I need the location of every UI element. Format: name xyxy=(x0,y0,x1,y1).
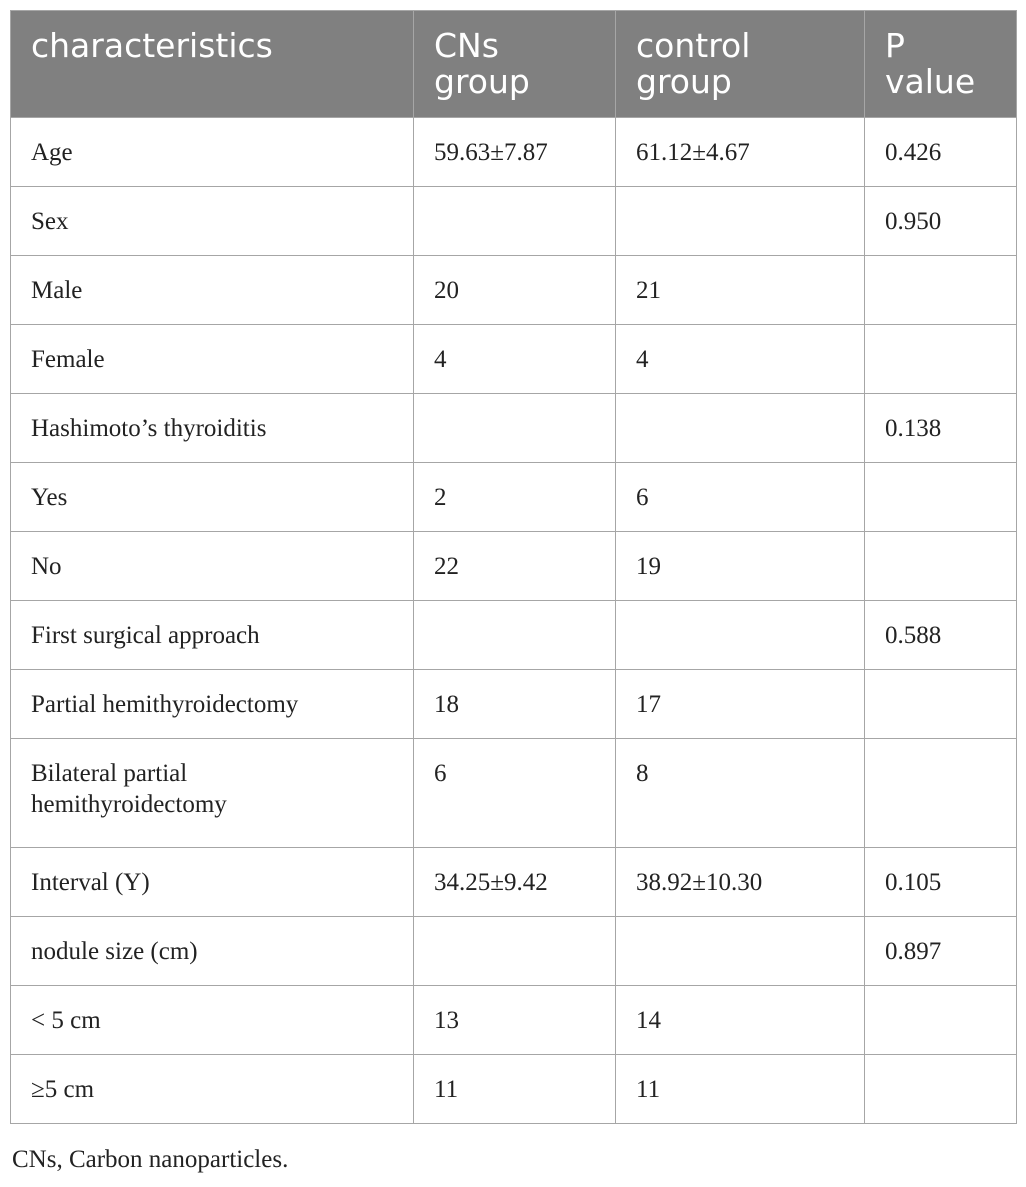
table-row xyxy=(11,1055,1017,1124)
table-row xyxy=(11,394,1017,463)
table-header-row xyxy=(11,11,1017,118)
table-row xyxy=(11,739,1017,848)
cell-p-value xyxy=(865,670,1017,739)
cell-characteristic: Male xyxy=(11,256,414,325)
table-row xyxy=(11,187,1017,256)
cell-p-value: 0.897 xyxy=(865,917,1017,986)
cell-characteristic: Age xyxy=(11,118,414,187)
cell-cns-group: 18 xyxy=(414,670,616,739)
cell-control-group xyxy=(616,601,865,670)
cell-cns-group: 20 xyxy=(414,256,616,325)
cell-cns-group: 2 xyxy=(414,463,616,532)
table-row xyxy=(11,848,1017,917)
cell-control-group: 6 xyxy=(616,463,865,532)
cell-cns-group: 11 xyxy=(414,1055,616,1124)
cell-p-value: 0.588 xyxy=(865,601,1017,670)
cell-control-group: 19 xyxy=(616,532,865,601)
cell-cns-group: 22 xyxy=(414,532,616,601)
cell-control-group: 38.92±10.30 xyxy=(616,848,865,917)
table-row xyxy=(11,601,1017,670)
cell-control-group xyxy=(616,187,865,256)
table-row xyxy=(11,463,1017,532)
cell-cns-group: 59.63±7.87 xyxy=(414,118,616,187)
cell-characteristic: Interval (Y) xyxy=(11,848,414,917)
cell-control-group: 61.12±4.67 xyxy=(616,118,865,187)
cell-p-value xyxy=(865,256,1017,325)
table-footnote: CNs, Carbon nanoparticles. xyxy=(12,1146,289,1173)
cell-p-value: 0.105 xyxy=(865,848,1017,917)
header-characteristics: characteristics xyxy=(11,11,414,118)
cell-characteristic: nodule size (cm) xyxy=(11,917,414,986)
cell-characteristic: First surgical approach xyxy=(11,601,414,670)
cell-characteristic: Female xyxy=(11,325,414,394)
cell-p-value xyxy=(865,986,1017,1055)
table-row xyxy=(11,917,1017,986)
characteristics-table xyxy=(10,10,1017,1124)
cell-characteristic: Hashimoto’s thyroiditis xyxy=(11,394,414,463)
cell-characteristic: Yes xyxy=(11,463,414,532)
header-cns-group: CNs group xyxy=(414,11,616,118)
cell-control-group xyxy=(616,917,865,986)
cell-control-group: 4 xyxy=(616,325,865,394)
cell-p-value: 0.950 xyxy=(865,187,1017,256)
cell-p-value xyxy=(865,532,1017,601)
cell-characteristic: No xyxy=(11,532,414,601)
cell-characteristic: < 5 cm xyxy=(11,986,414,1055)
cell-p-value xyxy=(865,463,1017,532)
characteristics-table-wrapper xyxy=(10,10,1016,1124)
table-row xyxy=(11,532,1017,601)
cell-cns-group: 6 xyxy=(414,739,616,848)
table-row xyxy=(11,670,1017,739)
cell-cns-group xyxy=(414,394,616,463)
cell-p-value xyxy=(865,739,1017,848)
cell-control-group: 8 xyxy=(616,739,865,848)
cell-p-value xyxy=(865,325,1017,394)
header-control-group: control group xyxy=(616,11,865,118)
table-row xyxy=(11,325,1017,394)
cell-characteristic: ≥5 cm xyxy=(11,1055,414,1124)
cell-cns-group xyxy=(414,917,616,986)
cell-characteristic: Sex xyxy=(11,187,414,256)
cell-cns-group: 13 xyxy=(414,986,616,1055)
table-row xyxy=(11,986,1017,1055)
table-row xyxy=(11,256,1017,325)
cell-p-value: 0.426 xyxy=(865,118,1017,187)
cell-control-group xyxy=(616,394,865,463)
cell-cns-group xyxy=(414,601,616,670)
cell-control-group: 11 xyxy=(616,1055,865,1124)
cell-control-group: 17 xyxy=(616,670,865,739)
cell-cns-group: 34.25±9.42 xyxy=(414,848,616,917)
cell-control-group: 14 xyxy=(616,986,865,1055)
cell-characteristic: Bilateral partial hemithyroidectomy xyxy=(11,739,414,848)
table-row xyxy=(11,118,1017,187)
cell-cns-group: 4 xyxy=(414,325,616,394)
header-p-value: P value xyxy=(865,11,1017,118)
cell-p-value: 0.138 xyxy=(865,394,1017,463)
cell-control-group: 21 xyxy=(616,256,865,325)
cell-p-value xyxy=(865,1055,1017,1124)
cell-cns-group xyxy=(414,187,616,256)
cell-characteristic: Partial hemithyroidectomy xyxy=(11,670,414,739)
